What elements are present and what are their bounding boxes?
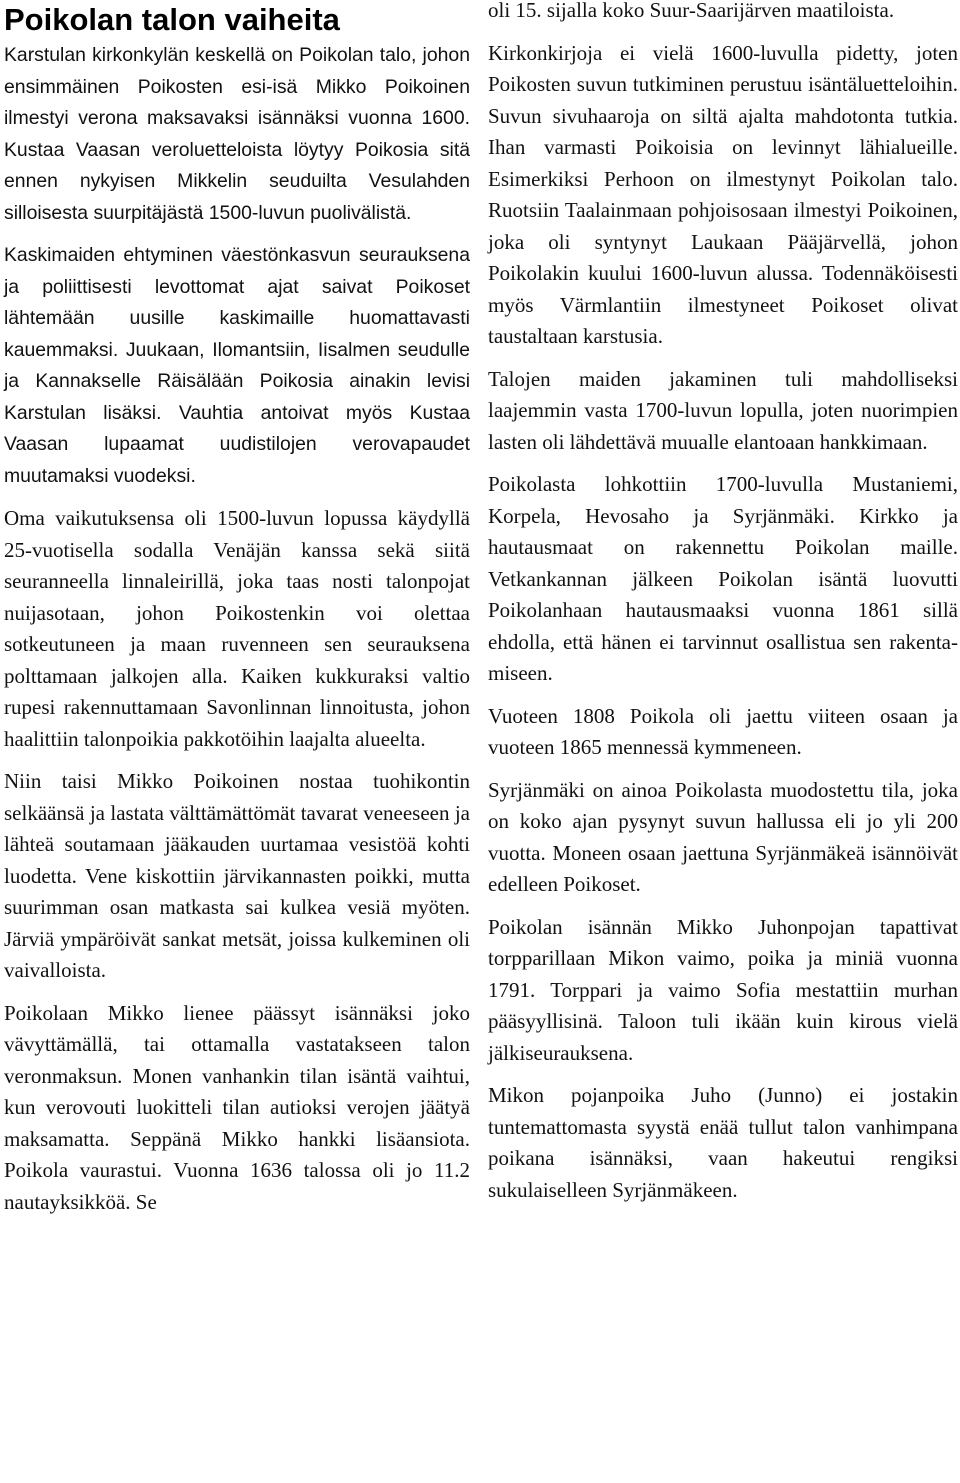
right-column [488,0,958,1217]
paragraph-13: Mikon pojanpoika Juho (Junno) ei jostakin tuntemattomasta syystä enää tullut talon vanhimpana poikana isännäksi, vaan hakeutui rengiksi sukulaiselleen Syrjänmäkeen. [488,1083,958,1202]
paragraph-10: Vuoteen 1808 Poikola oli jaettu viiteen osaan ja vuoteen 1865 mennessä kymmeneen. [488,703,958,759]
paragraph-12: Poikolan isännän Mikko Juhonpojan tapattivat torpparillaan Mikon vaimo, poika ja miniä vuonna 1791. Torppari ja vaimo Sofia mestattiin murhan pääsyyllisinä. Taloon tuli ikään kuin kirous vielä jälkiseurauksena. [488,914,958,1065]
paragraph-3: Oma vaikutuksensa oli 1500-luvun lopussa käydyllä 25-vuotisella sodalla Venäjän kanssa sekä siitä seuranneella linnaleirillä, joka taas nosti talonpojat nuijasotaan, johon Poikostenkin voi olettaa sotkeutuneen ja maan ruvenneen sen seurauksena polttamaan jalkojen alla. Kaiken kukkuraksi valtio rupesi rakennuttamaan Savonlinnan linnoitusta, johon haalittiin talonpoikia pakkotöihin laajalta alueelta. [4,506,470,751]
paragraph-4: Niin taisi Mikko Poikoinen nostaa tuohikontin selkäänsä ja lastata välttämättömät tavarat veneeseen ja lähteä soutamaan jääkauden uurtamaa vesistöä kohti luodetta. Vene kiskottiin järvikannasten poikki, mutta suurimman osan matkasta sai kulkea vesiä myöten. Järviä ympäröivät sankat metsät, joissa kulkeminen oli vaivalloista. [4,769,470,982]
paragraph-5: Poikolaan Mikko lienee päässyt isännäksi joko vävyttämällä, tai ottamalla vastatakseen talon veronmaksun. Monen vanhankin tilan isäntä vaihtui, kun verovouti luokitteli tilan autioksi verojen jäätyä maksamatta. Seppänä Mikko hankki lisäansiota. Poikola vaurastui. Vuonna 1636 talossa oli jo 11.2 nautayksikköä. Se [4,1000,470,1214]
paragraph-11: Syrjänmäki on ainoa Poikolasta muodostettu tila, joka on koko ajan pysynyt suvun hallussa eli jo yli 200 vuotta. Moneen osaan jaettuna Syrjänmäkeä isännöivät edelleen Poikoset. [488,777,958,896]
paragraph-1: Karstulan kirkonkylän keskellä on Poikolan talo, johon ensimmäinen Poikosten esi-isä Mikko Poikoinen ilmestyi verona maksavaksi isännäksi vuonna 1600. Kustaa Vaasan veroluetteloista löytyy Poikosia sitä ennen nykyisen Mikkelin seuduilta Vesulahden silloisesta suurpitäjästä 1500-luvun puolivälistä. [4,44,470,224]
left-column [4,0,470,1229]
paragraph-7: Kirkonkirjoja ei vielä 1600-luvulla pidetty, joten Poikosten suvun tutkiminen perustuu isäntäluetteloihin. Suvun sivuhaaroja on siltä ajalta mahdotonta tutkia. Ihan varmasti Poikoisia on levinnyt lähialueille. Esimerkiksi Perhoon on ilmestynyt Poikolan talo. Ruotsiin Taalainmaan pohjoisosaan ilmestyi Poikoinen, joka oli syntynyt Laukaan Pääjärvellä, johon Poikolakin kuului 1600-luvun alussa. Todennäköisesti myös Värmlantiin ilmestyneet Poikoset olivat taustaltaan karstusia. [488,40,958,348]
paragraph-6: oli 15. sijalla koko Suur-Saarijärven maatiloista. [488,0,895,22]
article-title: Poikolan talon vaiheita [4,2,340,37]
paragraph-9: Poikolasta lohkottiin 1700-luvulla Mustaniemi, Korpela, Hevosaho ja Syrjänmäki. Kirkko ja hautausmaat on rakennettu Poikolan maille. Vetkankannan jälkeen Poikolan isäntä luovutti Poikolanhaan hautausmaaksi vuonna 1861 sillä ehdolla, että hänen ei tarvinnut osallistua sen rakentamiseen. [488,472,958,685]
paragraph-8: Talojen maiden jakaminen tuli mahdolliseksi laajemmin vasta 1700-luvun lopulla, joten nuorimpien lasten oli lähdettävä muualle elantoaan hankkimaan. [488,366,958,454]
paragraph-2: Kaskimaiden ehtyminen väestönkasvun seurauksena ja poliittisesti levottomat ajat saivat Poikoset lähtemään uusille kaskimaille huomattavasti kauemmaksi. Juukaan, Ilomantsiin, Iisalmen seudulle ja Kannakselle Räisälään Poikosia ainakin levisi Karstulan lisäksi. Vauhtia antoivat myös Kustaa Vaasan lupaamat uudistilojen verovapaudet muutamaksi vuodeksi. [4,244,470,487]
